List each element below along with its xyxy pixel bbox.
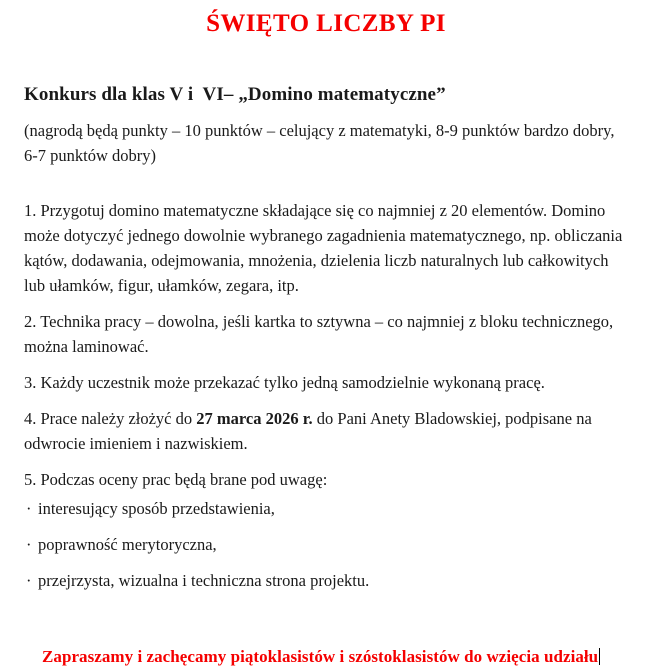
contest-subtitle: Konkurs dla klas V i VI– „Domino matematyczne” xyxy=(24,84,446,105)
rule-text-5: 5. Podczas oceny prac będą brane pod uwagę: xyxy=(24,469,328,489)
rule-text-2: 2. Technika pracy – dowolna, jeśli kartka to sztywna – co najmniej z bloku technicznego, można laminować. xyxy=(24,311,614,356)
bullet-icon: · xyxy=(26,534,32,554)
rule-item xyxy=(24,198,628,298)
invitation-footer xyxy=(0,604,652,669)
invitation-text: Zapraszamy i zachęcamy piątoklasistów i szóstoklasistów do wzięcia udziału xyxy=(42,646,599,666)
criterion-item xyxy=(26,532,628,557)
rule-text-1: 1. Przygotuj domino matematyczne składające się co najmniej z 20 elementów. Domino może dotyczyć jednego dowolnie wybranego zagadnienia matematycznego, np. obliczania kątów, dodawania, odejmowania, mnożenia, dzielenia liczb naturalnych lub całkowitych lub ułamków, figur, ułamków, zegara, itp. xyxy=(24,200,623,295)
deadline-date: 27 marca 2026 r. xyxy=(196,408,313,428)
prize-note: (nagrodą będą punkty – 10 punktów – celujący z matematyki, 8-9 punktów bardzo dobry, 6-7 punktów dobry) xyxy=(24,120,615,165)
text-cursor-caret xyxy=(599,648,600,665)
rule-item xyxy=(24,406,628,456)
page-title: ŚWIĘTO LICZBY PI xyxy=(206,10,446,37)
rule-item xyxy=(24,370,628,395)
criterion-item xyxy=(26,496,628,521)
criterion-item xyxy=(26,568,628,593)
rule-text-4-before: 4. Prace należy złożyć do xyxy=(24,408,197,428)
rules-list xyxy=(0,168,652,492)
criterion-text-3: przejrzysta, wizualna i techniczna strona projektu. xyxy=(38,570,370,590)
rule-item xyxy=(24,467,628,492)
bullet-icon: · xyxy=(26,570,32,590)
criterion-text-2: poprawność merytoryczna, xyxy=(38,534,217,554)
rule-item xyxy=(24,309,628,359)
criteria-list xyxy=(0,492,652,593)
rule-text-4-after: do Pani Anety Bladowskiej, podpisane na odwrocie imieniem i nazwiskiem. xyxy=(24,408,592,453)
rule-text-3: 3. Każdy uczestnik może przekazać tylko jedną samodzielnie wykonaną pracę. xyxy=(24,372,545,392)
bullet-icon: · xyxy=(26,498,32,518)
criterion-text-1: interesujący sposób przedstawienia, xyxy=(38,498,275,518)
